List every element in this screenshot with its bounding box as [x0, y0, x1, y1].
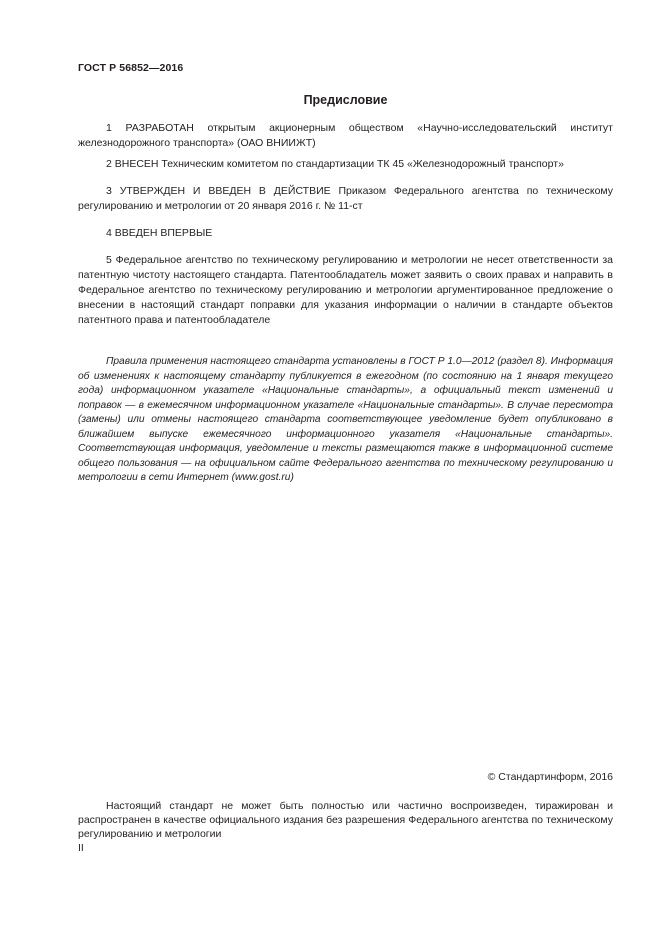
paragraph-approved: 3 УТВЕРЖДЕН И ВВЕДЕН В ДЕЙСТВИЕ Приказом Федерального агентства по техническому регулированию и метрологии от 20 января 2016 г. № 11-ст	[78, 185, 613, 212]
document-code: ГОСТ Р 56852—2016	[78, 62, 184, 74]
paragraph-first-introduced: 4 ВВЕДЕН ВПЕРВЫЕ	[106, 227, 213, 239]
page-title: Предисловие	[303, 93, 388, 107]
page-number: II	[78, 842, 84, 854]
reproduction-notice: Настоящий стандарт не может быть полностью или частично воспроизведен, тиражирован и распространен в качестве официального издания без разрешения Федерального агентства по техническому регулированию и метрологии	[78, 800, 613, 840]
application-rules-notice: Правила применения настоящего стандарта установлены в ГОСТ Р 1.0—2012 (раздел 8). Информация об изменениях к настоящему стандарту публикуется в ежегодном (по состоянию на 1 января текущего года) информационном указателе «Национальные стандарты», а официальный текст изменений и поправок — в ежемесячном информационном указателе «Национальные стандарты». В случае пересмотра (замены) или отмены настоящего стандарта соответствующее уведомление будет опубликовано в ближайшем выпуске ежемесячного информационного указателя «Национальные стандарты». Соответствующая информация, уведомление и тексты размещаются также в информационной системе общего пользования — на официальном сайте Федерального агентства по техническому регулированию и метрологии в сети Интернет (www.gost.ru)	[78, 356, 613, 483]
paragraph-introduced-by: 2 ВНЕСЕН Техническим комитетом по стандартизации ТК 45 «Железнодорожный транспорт»	[106, 158, 564, 170]
paragraph-patent-notice: 5 Федеральное агентство по техническому регулированию и метрологии не несет ответственности за патентную чистоту настоящего стандарта. Патентообладатель может заявить о своих правах и направить в Федеральное агентство по техническому регулированию и метрологии аргументированное предложение о внесении в настоящий стандарт поправки для указания информации о наличии в стандарте объектов патентного права и патентообладателе	[78, 254, 613, 326]
copyright-line: © Стандартинформ, 2016	[487, 771, 613, 783]
paragraph-developed-by: 1 РАЗРАБОТАН открытым акционерным обществом «Научно-исследовательский институт железнодорожного транспорта» (ОАО ВНИИЖТ)	[78, 122, 613, 149]
